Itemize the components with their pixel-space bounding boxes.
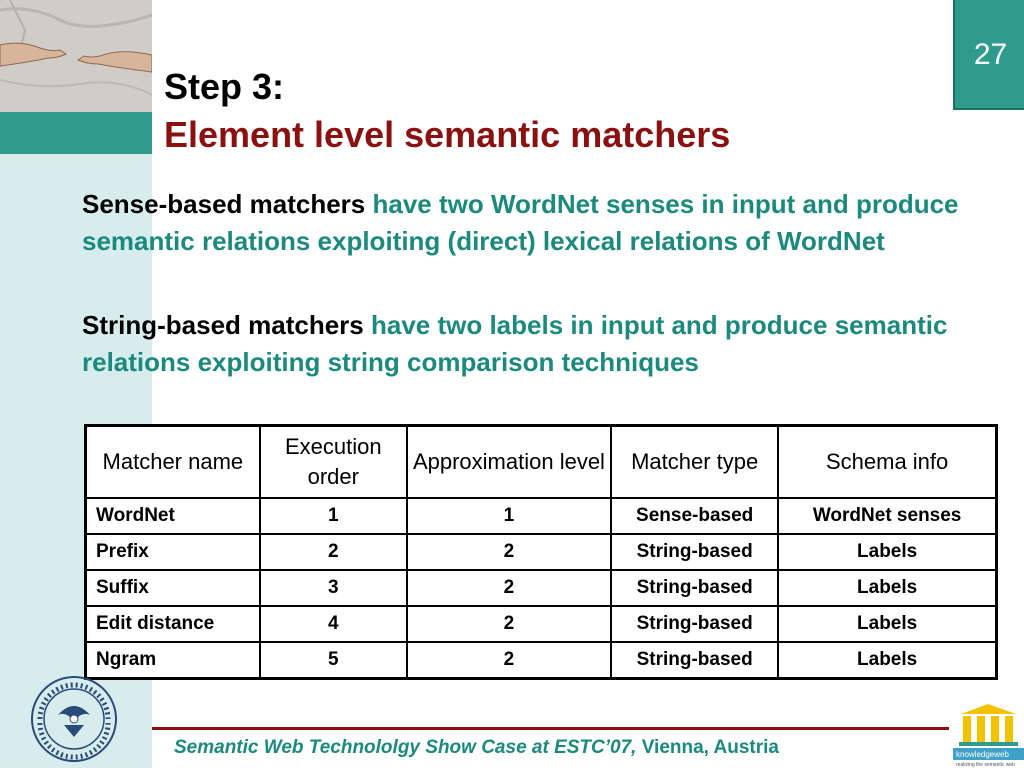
slide-number: 27 (973, 38, 1008, 71)
footer-divider (152, 727, 949, 730)
paragraph-text: have two WordNet senses in input and produce semantic relations exploiting (direct) lexical relations of WordNet (82, 189, 959, 256)
table-cell: Labels (778, 534, 996, 570)
paragraph-lead: Sense-based matchers (82, 189, 366, 219)
table-cell: Edit distance (86, 606, 260, 642)
table-cell: 1 (260, 498, 407, 534)
paragraph-sense-based (82, 186, 962, 260)
header-cell: Matcher name (86, 426, 260, 499)
table-header-row (86, 426, 997, 499)
kw-logo-tagline: realizing the semantic web (956, 762, 1015, 768)
knowledgeweb-logo (953, 700, 1024, 768)
table-row (86, 606, 997, 642)
table-cell: Prefix (86, 534, 260, 570)
table-cell: Ngram (86, 642, 260, 679)
paragraph-string-based (82, 307, 962, 381)
slide-number-box (953, 0, 1024, 110)
paragraph-text: have two labels in input and produce semantic relations exploiting string comparison techniques (82, 310, 948, 377)
slide-title-line1: Step 3: (164, 66, 285, 107)
table-cell: Sense-based (611, 498, 778, 534)
table-cell: 1 (407, 498, 611, 534)
table-cell: Suffix (86, 570, 260, 606)
table-cell: String-based (611, 534, 778, 570)
table-cell: Labels (778, 642, 996, 679)
table-cell: Labels (778, 606, 996, 642)
table-cell: String-based (611, 606, 778, 642)
table-cell: 3 (260, 570, 407, 606)
table-cell: 4 (260, 606, 407, 642)
footer-location: Vienna, Austria (636, 737, 779, 758)
table-cell: String-based (611, 642, 778, 679)
table-cell: 2 (407, 534, 611, 570)
table-cell: Labels (778, 570, 996, 606)
table-row (86, 642, 997, 679)
teal-accent-band (0, 112, 152, 154)
table-cell: 5 (260, 642, 407, 679)
kw-logo-text: knowledgeweb (956, 750, 1009, 759)
footer-text (174, 737, 779, 759)
header-cell: Execution order (260, 426, 407, 499)
header-cell: Schema info (778, 426, 996, 499)
paragraph-lead: String-based matchers (82, 310, 364, 340)
table-row (86, 570, 997, 606)
table-cell: 2 (407, 570, 611, 606)
table-cell: WordNet (86, 498, 260, 534)
header-cell: Approximation level (407, 426, 611, 499)
table-cell: String-based (611, 570, 778, 606)
matchers-table (84, 424, 998, 680)
university-seal-logo (28, 675, 120, 763)
table-cell: WordNet senses (778, 498, 996, 534)
slide-title-line2: Element level semantic matchers (164, 114, 731, 155)
table-cell: 2 (407, 642, 611, 679)
fresco-hands-image (0, 0, 152, 112)
table-cell: 2 (260, 534, 407, 570)
footer-event: Semantic Web Technololgy Show Case at ESTC’07, (174, 737, 637, 758)
header-cell: Matcher type (611, 426, 778, 499)
table-row (86, 498, 997, 534)
table-cell: 2 (407, 606, 611, 642)
table-row (86, 534, 997, 570)
